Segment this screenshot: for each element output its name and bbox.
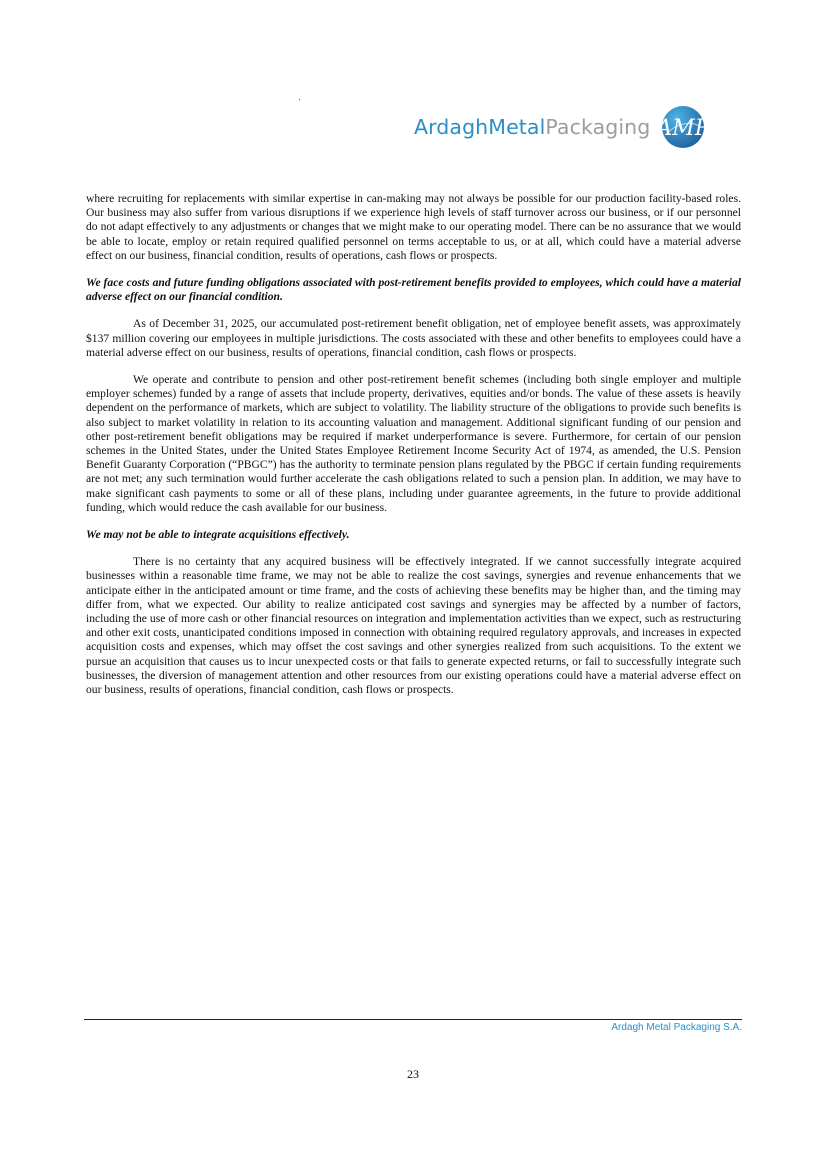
stray-dot xyxy=(299,99,300,100)
paragraph-pension-obligation: As of December 31, 2025, our accumulated post-retirement benefit obligation, net of employee benefit assets, was approximately $137 million covering our employees in multiple jurisdictions. The costs associated with these and other benefits to employees could have a material adverse effect on our business, results of operations, financial condition, cash flows or prospects. xyxy=(86,317,741,359)
footer-divider xyxy=(84,1019,742,1020)
page-number: 23 xyxy=(407,1067,419,1081)
amp-monogram-icon xyxy=(656,104,710,150)
paragraph-acquisitions: There is no certainty that any acquired business will be effectively integrated. If we cannot successfully integrate acquired businesses within a reasonable time frame, we may not be able to realize the cost savings, synergies and revenue enhancements that we anticipate either in the anticipated amount or time frame, and the costs of achieving these benefits may be higher than, and the timing may differ from, what we expected. Our ability to realize anticipated cost savings and synergies may be affected by a number of factors, including the use of more cash or other financial resources on integration and implementation activities than we expect, such as restructuring and other exit costs, unanticipated conditions imposed in connection with obtaining required regulatory approvals, and increases in expected acquisition costs and expenses, which may offset the cost savings and other synergies realized from such acquisitions. To the extent we pursue an acquisition that causes us to incur unexpected costs or that fails to generate expected returns, or fail to successfully integrate such businesses, the diversion of management attention and other resources from our existing operations could have a material adverse effect on our business, results of operations, financial condition, cash flows or prospects. xyxy=(86,555,741,697)
footer-company-name: Ardagh Metal Packaging S.A. xyxy=(611,1022,742,1033)
logo-monogram-text: AMP xyxy=(656,116,710,141)
document-body xyxy=(86,192,741,697)
logo-word-metal: Metal xyxy=(488,114,546,139)
logo-wordmark xyxy=(414,114,651,139)
continuation-paragraph: where recruiting for replacements with similar expertise in can-making may not always be possible for our production facility-based roles. Our business may also suffer from various disruptions if we experience high levels of staff turnover across our business, or if our personnel do not adapt effectively to any adjustments or changes that we might make to our operating model. There can be no assurance that we would be able to locate, employ or retain required qualified personnel on terms acceptable to us, or at all, which could have a material adverse effect on our business, financial condition, results of operations, cash flows or prospects. xyxy=(86,192,741,262)
paragraph-pension-schemes: We operate and contribute to pension and other post-retirement benefit schemes (including both single employer and multiple employer schemes) funded by a range of assets that include property, derivatives, equities and/or bonds. The value of these assets is heavily dependent on the performance of markets, which are subject to volatility. The liability structure of the obligations to provide such benefits is also subject to market volatility in relation to its accounting valuation and management. Additional significant funding of our pension and other post-retirement benefit obligations may be required if market underperformance is severe. Furthermore, for certain of our pension schemes in the United States, under the United States Employee Retirement Income Security Act of 1974, as amended, the U.S. Pension Benefit Guaranty Corporation (“PBGC”) has the authority to terminate pension plans regulated by the PBGC if certain funding requirements are not met; any such termination would further accelerate the cash obligations related to such a pension plan. In addition, we may have to make significant cash payments to some or all of these plans, including under guarantee agreements, in the future to provide additional funding, which would reduce the cash available for our business. xyxy=(86,373,741,514)
logo-word-ardagh: Ardagh xyxy=(414,114,489,139)
section-heading-acquisitions: We may not be able to integrate acquisitions effectively. xyxy=(86,528,350,542)
company-logo xyxy=(414,102,710,152)
logo-word-packaging: Packaging xyxy=(545,114,651,139)
section-heading-pension: We face costs and future funding obligations associated with post-retirement benefits provided to employees, which could have a material adverse effect on our financial condition. xyxy=(86,276,741,304)
